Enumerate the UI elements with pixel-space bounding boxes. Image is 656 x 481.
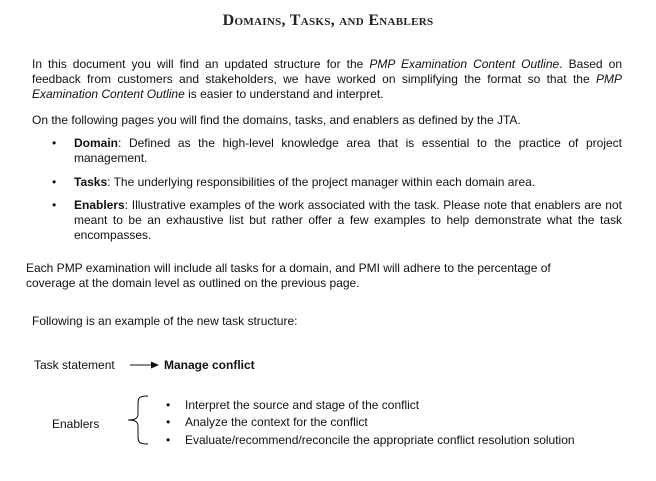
definition-text: : The underlying responsibilities of the project manager within each domain area.	[107, 175, 536, 189]
outline-title-2: PMP Examination Content Outline	[32, 72, 622, 101]
bullet-icon: •	[52, 198, 57, 212]
intro-paragraph	[32, 57, 622, 102]
definition-term: Enablers	[74, 198, 125, 212]
page-title: Domains, Tasks, and Enablers	[222, 12, 434, 29]
bullet-icon: •	[166, 415, 171, 429]
enabler-text: Analyze the context for the conflict	[185, 415, 368, 429]
intro-paragraph-2: On the following pages you will find the domains, tasks, and enablers as defined by the JTA.	[32, 113, 521, 127]
enabler-text: Evaluate/recommend/reconcile the appropriate conflict resolution solution	[185, 433, 575, 447]
coverage-paragraph: Each PMP examination will include all tasks for a domain, and PMI will adhere to the percentage of coverage at the domain level as outlined on the previous page.	[26, 261, 551, 290]
intro-text-3: is easier to understand and interpret.	[184, 87, 384, 101]
task-statement-label: Task statement	[34, 358, 115, 372]
definition-text: : Defined as the high-level knowledge area that is essential to the practice of project management.	[74, 136, 622, 165]
outline-title-1: PMP Examination Content Outline	[369, 57, 560, 71]
definition-text: : Illustrative examples of the work associated with the task. Please note that enablers are not meant to be an exhaustive list but rather offer a few examples to help demonstrate what the task encompasses.	[74, 198, 622, 242]
enablers-label: Enablers	[52, 417, 100, 431]
bullet-icon: •	[52, 175, 57, 189]
bullet-icon: •	[52, 136, 57, 150]
definition-term: Domain	[74, 136, 119, 150]
example-intro: Following is an example of the new task structure:	[32, 314, 298, 328]
left-brace-icon	[126, 394, 150, 446]
right-arrow-icon	[130, 359, 160, 371]
intro-text-1: In this document you will find an updated structure for the	[32, 57, 370, 71]
task-statement-value: Manage conflict	[164, 358, 255, 372]
enabler-text: Interpret the source and stage of the conflict	[185, 398, 420, 412]
bullet-icon: •	[166, 433, 171, 447]
intro-text-2: . Based on feedback from customers and stakeholders, we have worked on simplifying the format so that the	[32, 57, 622, 86]
bullet-icon: •	[166, 398, 171, 412]
definition-term: Tasks	[74, 175, 108, 189]
